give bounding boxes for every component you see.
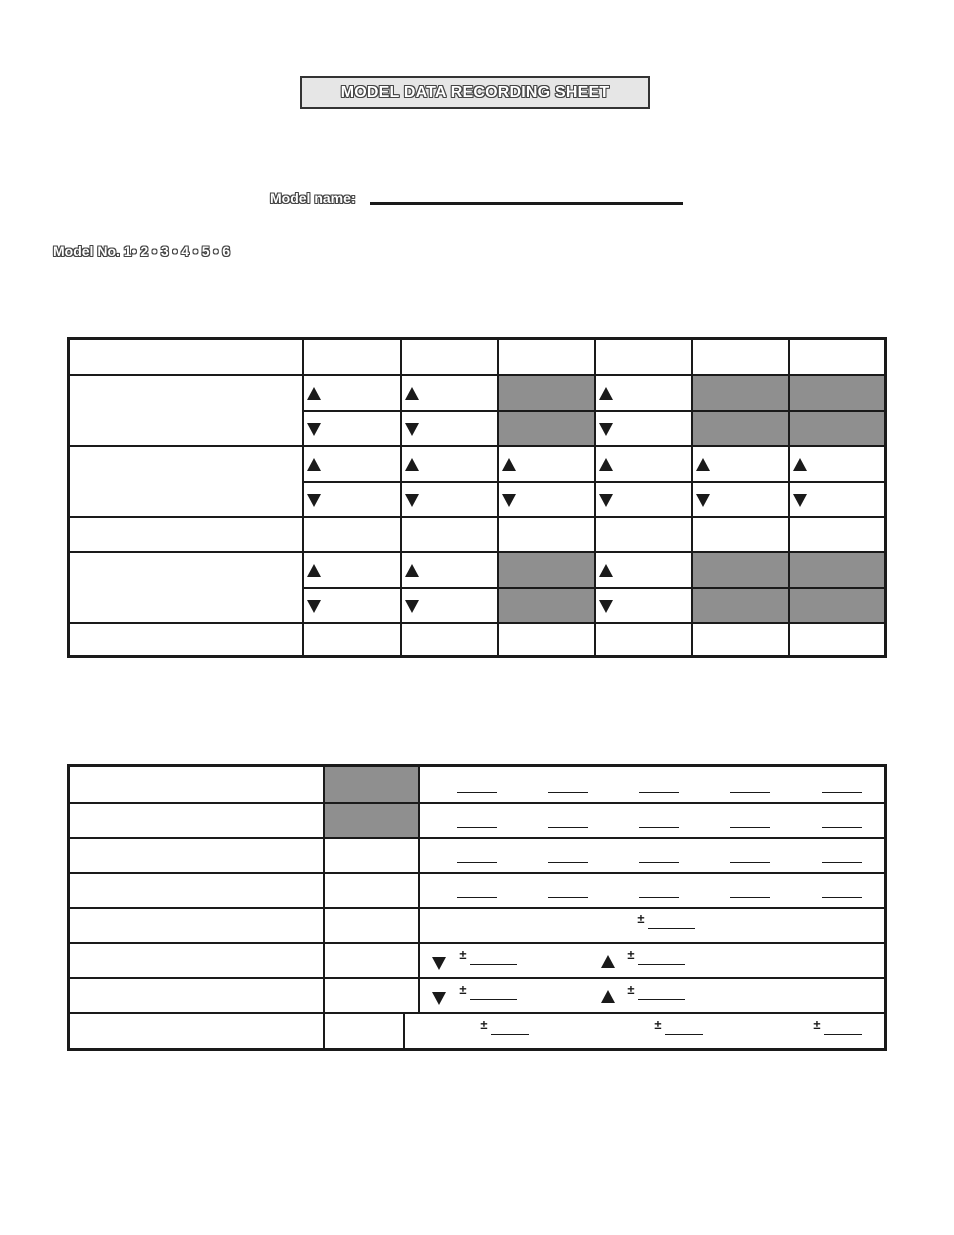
table2-row-divider — [70, 1012, 884, 1014]
table1-row-divider — [70, 516, 884, 518]
down-triangle-icon — [432, 992, 446, 1005]
down-triangle-icon — [405, 423, 419, 436]
model-name-label: Model name: — [270, 190, 356, 206]
table2-col-divider — [403, 1012, 405, 1048]
up-triangle-icon — [601, 990, 615, 1003]
table1-col-divider — [594, 340, 596, 655]
table1-shaded-cell — [499, 376, 594, 410]
model-no-label: Model No. 1• 2 • 3 • 4 • 5 • 6 — [53, 243, 231, 259]
blank-line[interactable] — [548, 862, 588, 863]
blank-line[interactable] — [457, 792, 497, 793]
blank-line[interactable] — [638, 964, 685, 965]
page-title: MODEL DATA RECORDING SHEET — [340, 83, 610, 101]
blank-line[interactable] — [457, 827, 497, 828]
table2-row-divider — [70, 802, 884, 804]
up-triangle-icon — [405, 564, 419, 577]
up-triangle-icon — [599, 458, 613, 471]
blank-line[interactable] — [730, 862, 770, 863]
blank-line[interactable] — [548, 897, 588, 898]
up-triangle-icon — [502, 458, 516, 471]
table1-shaded-cell — [499, 589, 594, 622]
up-triangle-icon — [405, 458, 419, 471]
table1-row-divider — [70, 445, 884, 447]
blank-line[interactable] — [470, 964, 517, 965]
plus-minus-icon: ± — [627, 982, 635, 997]
model-name-field[interactable] — [370, 202, 683, 205]
up-triangle-icon — [793, 458, 807, 471]
blank-line[interactable] — [638, 999, 685, 1000]
table2-row-divider — [70, 907, 884, 909]
plus-minus-icon: ± — [637, 911, 645, 926]
blank-line[interactable] — [457, 862, 497, 863]
plus-minus-icon: ± — [813, 1017, 821, 1032]
up-triangle-icon — [696, 458, 710, 471]
plus-minus-icon: ± — [459, 947, 467, 962]
table1-subrow-divider — [302, 481, 884, 483]
table1-shaded-cell — [693, 412, 788, 445]
table2-row-divider — [70, 942, 884, 944]
blank-line[interactable] — [639, 827, 679, 828]
blank-line[interactable] — [639, 792, 679, 793]
table1-col-divider — [400, 340, 402, 655]
blank-line[interactable] — [548, 792, 588, 793]
up-triangle-icon — [307, 387, 321, 400]
blank-line[interactable] — [822, 792, 862, 793]
down-triangle-icon — [307, 494, 321, 507]
up-triangle-icon — [307, 458, 321, 471]
down-triangle-icon — [599, 600, 613, 613]
down-triangle-icon — [432, 957, 446, 970]
table1-shaded-cell — [790, 589, 884, 622]
blank-line[interactable] — [639, 862, 679, 863]
blank-line[interactable] — [822, 897, 862, 898]
plus-minus-icon: ± — [627, 947, 635, 962]
up-triangle-icon — [599, 564, 613, 577]
table2-row-divider — [70, 977, 884, 979]
down-triangle-icon — [599, 494, 613, 507]
table1-shaded-cell — [693, 376, 788, 410]
plus-minus-icon: ± — [654, 1017, 662, 1032]
blank-line[interactable] — [824, 1034, 862, 1035]
blank-line[interactable] — [648, 928, 695, 929]
table1-shaded-cell — [693, 553, 788, 587]
down-triangle-icon — [405, 494, 419, 507]
up-triangle-icon — [599, 387, 613, 400]
table2-row-divider — [70, 837, 884, 839]
plus-minus-icon: ± — [459, 982, 467, 997]
blank-line[interactable] — [730, 897, 770, 898]
table1-shaded-cell — [790, 376, 884, 410]
blank-line[interactable] — [457, 897, 497, 898]
table2-shaded-cell — [325, 804, 418, 837]
up-triangle-icon — [307, 564, 321, 577]
table1-shaded-cell — [499, 412, 594, 445]
blank-line[interactable] — [822, 862, 862, 863]
table1-shaded-cell — [790, 412, 884, 445]
down-triangle-icon — [307, 600, 321, 613]
down-triangle-icon — [599, 423, 613, 436]
down-triangle-icon — [696, 494, 710, 507]
blank-line[interactable] — [548, 827, 588, 828]
down-triangle-icon — [405, 600, 419, 613]
blank-line[interactable] — [822, 827, 862, 828]
down-triangle-icon — [793, 494, 807, 507]
up-triangle-icon — [405, 387, 419, 400]
table1-row-divider — [70, 622, 884, 624]
title-box — [300, 76, 650, 109]
down-triangle-icon — [502, 494, 516, 507]
blank-line[interactable] — [730, 792, 770, 793]
table2-row-divider — [70, 872, 884, 874]
table1-shaded-cell — [790, 553, 884, 587]
table2-shaded-cell — [325, 767, 418, 802]
data-table-2 — [67, 764, 887, 1051]
table1-col-divider — [302, 340, 304, 655]
data-table-1 — [67, 337, 887, 658]
blank-line[interactable] — [730, 827, 770, 828]
blank-line[interactable] — [639, 897, 679, 898]
down-triangle-icon — [307, 423, 321, 436]
plus-minus-icon: ± — [480, 1017, 488, 1032]
table1-shaded-cell — [693, 589, 788, 622]
up-triangle-icon — [601, 955, 615, 968]
table1-shaded-cell — [499, 553, 594, 587]
blank-line[interactable] — [491, 1034, 529, 1035]
blank-line[interactable] — [665, 1034, 703, 1035]
blank-line[interactable] — [470, 999, 517, 1000]
